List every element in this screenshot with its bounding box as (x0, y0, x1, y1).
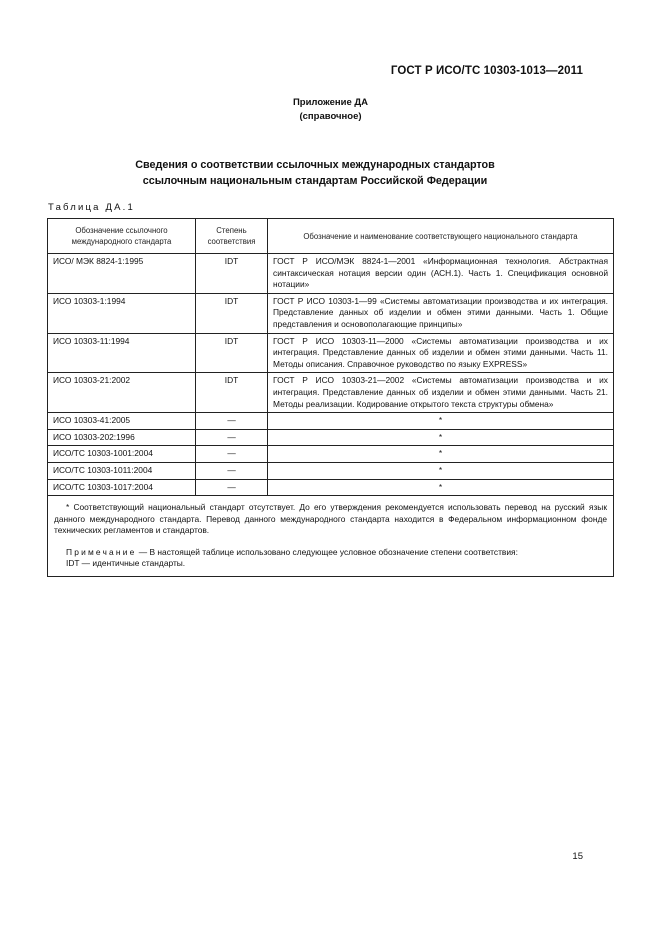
cell-intl: ИСО 10303-41:2005 (48, 413, 196, 430)
cell-degree: — (196, 446, 268, 463)
header-intl-standard: Обозначение ссылочного международного стандарта (48, 219, 196, 254)
table-row (48, 333, 614, 373)
table-row (48, 429, 614, 446)
table-footer (48, 496, 614, 577)
cell-degree: — (196, 479, 268, 496)
table-header-row (48, 219, 614, 254)
cell-intl: ИСО/ТС 10303-1011:2004 (48, 462, 196, 479)
section-title-line-2: ссылочным национальным стандартам Российской Федерации (142, 175, 488, 187)
footnote: * Соответствующий национальный стандарт отсутствует. До его утверждения рекомендуется использовать перевод на русский язык данного международного стандарта. Перевод данного международного стандарта находится в Федеральном информационном фонде технических регламентов и стандартов. (54, 502, 607, 536)
table-footer-row (48, 496, 614, 577)
header-national-standard: Обозначение и наименование соответствующего национального стандарта (268, 219, 614, 254)
cell-intl: ИСО/ТС 10303-1001:2004 (48, 446, 196, 463)
table-row (48, 254, 614, 294)
cell-degree: IDT (196, 373, 268, 413)
note-text: — В настоящей таблице использовано следующее условное обозначение степени соответствия: (136, 546, 518, 557)
section-title-line-1: Сведения о соответствии ссылочных международных стандартов (135, 159, 495, 171)
header-degree: Степень соответствия (196, 219, 268, 254)
cell-degree: — (196, 429, 268, 446)
note-item: IDT — идентичные стандарты. (66, 558, 186, 569)
cell-national: ГОСТ Р ИСО 10303-1—99 «Системы автоматизации производства и их интеграция. Представление данных об изделии и обмен этими данными. Часть 1. Общие представления и основополагающие принципы» (268, 293, 614, 333)
note (54, 547, 607, 559)
table-row (48, 373, 614, 413)
correspondence-table (47, 218, 614, 577)
cell-intl: ИСО 10303-11:1994 (48, 333, 196, 373)
note-label: Примечание (66, 546, 137, 557)
cell-degree: — (196, 462, 268, 479)
table-row (48, 462, 614, 479)
cell-intl: ИСО/ МЭК 8824-1:1995 (48, 254, 196, 294)
cell-national: * (268, 462, 614, 479)
cell-national: * (268, 413, 614, 430)
table-row (48, 413, 614, 430)
cell-degree: IDT (196, 254, 268, 294)
cell-degree: IDT (196, 333, 268, 373)
appendix-title: Приложение ДА (292, 97, 369, 108)
table-caption: Таблица ДА.1 (48, 202, 135, 213)
cell-national: * (268, 479, 614, 496)
document-code: ГОСТ Р ИСО/ТС 10303-1013—2011 (390, 65, 583, 77)
table-row (48, 479, 614, 496)
cell-intl: ИСО 10303-21:2002 (48, 373, 196, 413)
cell-national: ГОСТ Р ИСО 10303-11—2000 «Системы автоматизации производства и их интеграция. Представление данных об изделии и обмен этими данными. Часть 11. Методы описания. Справочное руководство по языку EXPRESS» (268, 333, 614, 373)
cell-degree: IDT (196, 293, 268, 333)
cell-intl: ИСО 10303-1:1994 (48, 293, 196, 333)
cell-degree: — (196, 413, 268, 430)
cell-national: * (268, 446, 614, 463)
appendix-subtitle: (справочное) (299, 111, 362, 122)
table-row (48, 293, 614, 333)
cell-intl: ИСО 10303-202:1996 (48, 429, 196, 446)
section-title (0, 157, 630, 189)
page-number: 15 (572, 851, 583, 862)
cell-national: ГОСТ Р ИСО 10303-21—2002 «Системы автоматизации производства и их интеграция. Представление данных об изделии и обмен этими данными. Часть 21. Методы реализации. Кодирование открытого текста структуры обмена» (268, 373, 614, 413)
cell-national: ГОСТ Р ИСО/МЭК 8824-1—2001 «Информационная технология. Абстрактная синтаксическая нотация версии один (АСН.1). Часть 1. Спецификация основной нотации» (268, 254, 614, 294)
table-row (48, 446, 614, 463)
cell-national: * (268, 429, 614, 446)
appendix-heading (0, 96, 661, 124)
cell-intl: ИСО/ТС 10303-1017:2004 (48, 479, 196, 496)
